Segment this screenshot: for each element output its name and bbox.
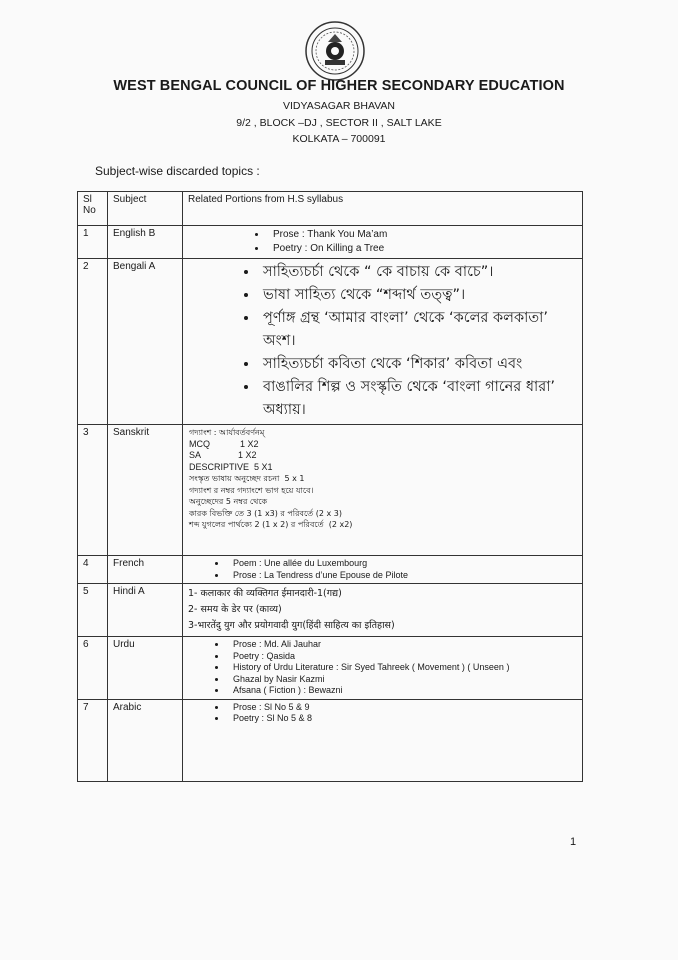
table-row xyxy=(78,637,583,700)
text-line: SA 1 X2 xyxy=(189,450,257,460)
table-row xyxy=(78,226,583,259)
building-name: VIDYASAGAR BHAVAN xyxy=(282,100,396,112)
row-sl: 4 xyxy=(78,556,108,584)
row-portions xyxy=(183,584,583,637)
header-subject: Subject xyxy=(108,192,183,226)
list-item: • Prose : Md. Ali Jauhar xyxy=(227,639,577,651)
row-sl: 5 xyxy=(78,584,108,637)
header-portions: Related Portions from H.S syllabus xyxy=(183,192,583,226)
list-item: • Prose : Sl No 5 & 9 xyxy=(227,702,577,714)
list-item: • Poetry : Qasida xyxy=(227,651,577,663)
list-item: • Afsana ( Fiction ) : Bewazni xyxy=(227,685,577,697)
row-portions xyxy=(183,226,583,259)
row-portions xyxy=(183,699,583,781)
row-portions xyxy=(183,259,583,425)
row-portions xyxy=(183,425,583,556)
discarded-topics-table xyxy=(77,191,583,782)
row-subject: French xyxy=(108,556,183,584)
row-subject: Urdu xyxy=(108,637,183,700)
row-subject: Arabic xyxy=(108,699,183,781)
list-item: • ভাষা সাহিত্য থেকে “শব্দার্থ তত্ত্ব”। xyxy=(259,284,577,307)
list-item: • History of Urdu Literature : Sir Syed Tahreek ( Movement ) ( Unseen ) xyxy=(227,662,577,674)
table-row xyxy=(78,584,583,637)
row-portions xyxy=(183,637,583,700)
row-sl: 6 xyxy=(78,637,108,700)
row-subject: Sanskrit xyxy=(108,425,183,556)
text-line: MCQ 1 X2 xyxy=(189,438,259,449)
list-item: • Poetry : Sl No 5 & 8 xyxy=(227,713,577,725)
table-row xyxy=(78,425,583,556)
row-sl: 1 xyxy=(78,226,108,259)
list-item: • Poem : Une allée du Luxembourg xyxy=(227,558,577,570)
list-item: • সাহিত্যচর্চা থেকে “ কে বাচায় কে বাচে”। xyxy=(259,261,577,284)
list-item: • সাহিত্যচর্চা কবিতা থেকে ‘শিকার’ কবিতা এবং xyxy=(259,353,577,376)
table-row xyxy=(78,699,583,781)
text-line: অনুচ্ছেদের 5 নম্বর থেকে xyxy=(189,497,268,506)
row-subject: Hindi A xyxy=(108,584,183,637)
table-row xyxy=(78,259,583,425)
council-seal-logo xyxy=(304,20,366,82)
text-line: 1- कलाकार की व्यक्तिगत ईमानदारी-1(गद्य) xyxy=(188,588,342,599)
list-item: • Poetry : On Killing a Tree xyxy=(267,242,577,256)
city-line: KOLKATA – 700091 xyxy=(292,133,386,145)
council-title: WEST BENGAL COUNCIL OF HIGHER SECONDARY EDUCATION xyxy=(113,78,565,94)
text-line: গদ্যাংশ র নম্বর গদ্যাংশে ভাগ হয়ে যাবে। xyxy=(189,485,314,495)
list-item: • Ghazal by Nasir Kazmi xyxy=(227,674,577,686)
text-line: DESCRIPTIVE 5 X1 xyxy=(189,461,273,472)
list-item: • বাঙালির শিল্প ও সংস্কৃতি থেকে ‘বাংলা গানের ধারা’ অধ্যায়। xyxy=(259,376,577,422)
text-line: শব্দ যুগলের পার্থক্যে 2 (1 x 2) র পরিবর্তে (2 x2) xyxy=(189,520,353,529)
text-line: 2- समय के डेर पर (काव्य) xyxy=(188,604,282,615)
list-item: • পূর্ণাঙ্গ গ্রন্থ ‘আমার বাংলা’ থেকে ‘কলের কলকাতা’ অংশ। xyxy=(259,307,577,353)
address-line: 9/2 , BLOCK –DJ , SECTOR II , SALT LAKE xyxy=(236,117,442,129)
list-item: • Prose : La Tendress d’une Epouse de Pilote xyxy=(227,570,577,582)
list-item: • Prose : Thank You Ma’am xyxy=(267,228,577,242)
row-subject: English B xyxy=(108,226,183,259)
row-sl: 7 xyxy=(78,699,108,781)
row-sl: 3 xyxy=(78,425,108,556)
row-sl: 2 xyxy=(78,259,108,425)
text-line: সংস্কৃত ভাষায় অনুচ্ছেদ রচনা 5 x 1 xyxy=(189,474,305,483)
text-line: গদ্যাংশ : আর্যাবর্তবর্ণনম্ xyxy=(189,428,265,437)
row-subject: Bengali A xyxy=(108,259,183,425)
table-row xyxy=(78,556,583,584)
text-line: কারক বিভক্তি তে 3 (1 x3) র পরিবর্তে (2 x 3) xyxy=(189,508,342,518)
row-portions xyxy=(183,556,583,584)
text-line: 3-भारतेंदु युग और प्रयोगवादी युग(हिंदी साहित्य का इतिहास) xyxy=(188,620,395,631)
header-sl: Sl No xyxy=(78,192,108,226)
subheading: Subject-wise discarded topics : xyxy=(95,164,260,178)
header-row xyxy=(78,192,583,226)
page-number: 1 xyxy=(570,836,577,848)
